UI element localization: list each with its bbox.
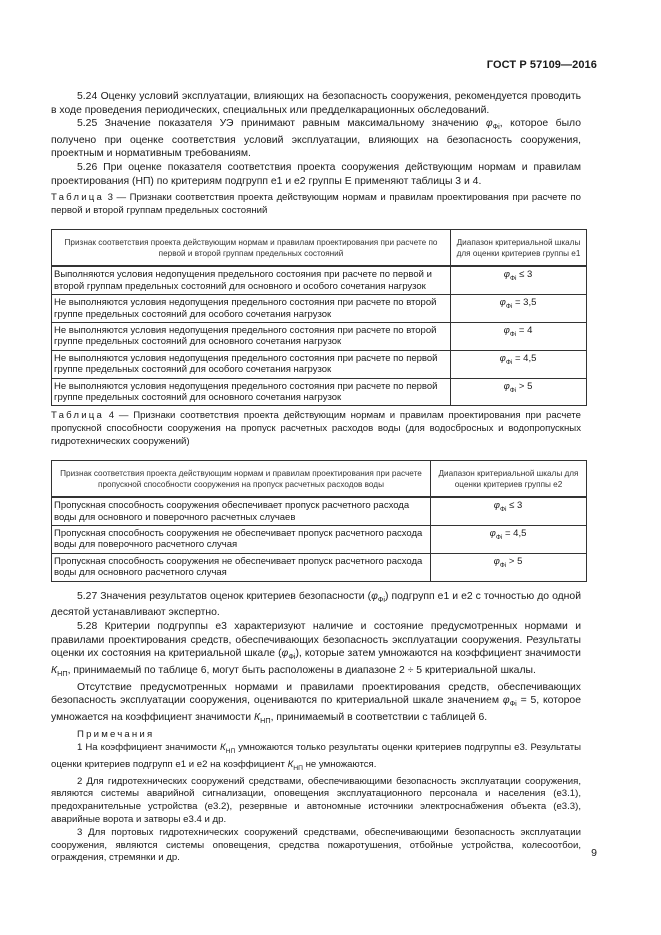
phi-subscript: Фi bbox=[495, 533, 503, 541]
page-content bbox=[51, 90, 581, 865]
text-span: = 5, которое умножается на коэффициент значимости bbox=[51, 695, 581, 723]
phi-symbol: φ bbox=[371, 590, 378, 602]
table3-col2-header: Диапазон критериальной шкалы для оценки критериев группы е1 bbox=[451, 230, 587, 267]
paragraph-5-24: 5.24 Оценку условий эксплуатации, влияющих на безопасность сооружения, рекомендуется проводить в ходе проведения периодических, специальных или предделкарационных обследований. bbox=[51, 91, 581, 116]
table-row bbox=[52, 378, 587, 406]
criterion-cell: Пропускная способность сооружения обеспечивает пропуск расчетного расхода воды для основного и поверочного расчетных случаев bbox=[52, 497, 431, 525]
phi-symbol: φ bbox=[281, 648, 289, 660]
table3-col1-header: Признак соответствия проекта действующим нормам и правилам проектирования при расчете по первой и второй группам предельных состояний bbox=[52, 230, 451, 267]
caption-number: 4 — bbox=[104, 410, 134, 422]
text-span: , принимаемый в соответствии с таблицей 6. bbox=[270, 711, 488, 723]
paragraph-absence bbox=[51, 681, 581, 728]
criterion-cell: Пропускная способность сооружения не обеспечивает пропуск расчетного расхода воды для основного расчетного случая bbox=[52, 553, 431, 581]
caption-text: Признаки соответствия проекта действующим нормам и правилам проектирования при расчете по первой и второй группам предельных состояний bbox=[51, 192, 581, 216]
paragraph-5-25 bbox=[51, 117, 581, 161]
phi-subscript: Фi bbox=[499, 561, 507, 569]
text-span: умножаются только результаты оценки критериев подгруппы е3. Результаты оценки критериев подгрупп е1 и е2 на коэффициент bbox=[51, 742, 582, 770]
k-symbol: К bbox=[287, 758, 294, 770]
scale-condition: ≤ 3 bbox=[516, 269, 533, 281]
doc-header: ГОСТ Р 57109—2016 bbox=[486, 59, 597, 71]
caption-label: Таблица bbox=[51, 192, 105, 204]
scale-condition: > 5 bbox=[516, 380, 533, 392]
phi-symbol: φ bbox=[485, 118, 493, 130]
table4-caption bbox=[51, 410, 581, 448]
table-4 bbox=[51, 460, 587, 581]
text-span: Отсутствие предусмотренных нормами и правилами проектирования средств, обеспечивающих безопасность эксплуатации сооружения, оцениваются по критериальной шкале значением bbox=[51, 681, 581, 707]
scale-condition: = 3,5 bbox=[512, 297, 537, 309]
scale-cell bbox=[431, 526, 587, 554]
table3-caption bbox=[51, 192, 581, 217]
table-row bbox=[52, 295, 587, 323]
k-subscript: НП bbox=[57, 668, 68, 678]
scale-cell bbox=[431, 553, 587, 581]
table-row bbox=[52, 323, 587, 351]
phi-subscript: Фi bbox=[377, 594, 386, 604]
phi-symbol: φ bbox=[499, 297, 506, 309]
criterion-cell: Не выполняются условия недопущения предельного состояния при расчете по второй группе предельных состояний для основного сочетания нагрузок bbox=[52, 323, 451, 351]
scale-cell bbox=[451, 350, 587, 378]
phi-subscript: Фi bbox=[505, 358, 513, 366]
criterion-cell: Выполняются условия недопущения предельного состояния при расчете по первой и второй группам предельных состояний для основного и особого сочетания нагрузок bbox=[52, 266, 451, 294]
table-row bbox=[52, 553, 587, 581]
table4-col2-header: Диапазон критериальной шкалы для оценки критериев группы е2 bbox=[431, 461, 587, 498]
phi-symbol: φ bbox=[493, 500, 500, 512]
scale-cell bbox=[451, 378, 587, 406]
scale-condition: = 4 bbox=[516, 325, 533, 337]
phi-subscript: Фi bbox=[509, 275, 517, 283]
table-row bbox=[52, 497, 587, 525]
scale-cell bbox=[431, 497, 587, 525]
phi-symbol: φ bbox=[493, 555, 500, 567]
k-symbol: К bbox=[219, 742, 226, 754]
text-span: 1 На коэффициент значимости bbox=[77, 742, 220, 754]
scale-condition: ≤ 3 bbox=[506, 500, 523, 512]
phi-symbol: φ bbox=[502, 695, 510, 707]
paragraph-5-27 bbox=[51, 590, 581, 620]
scale-cell bbox=[451, 266, 587, 294]
text-span: 5.27 Значения результатов оценок критериев безопасности ( bbox=[77, 590, 372, 602]
k-symbol: К bbox=[253, 711, 261, 723]
phi-symbol: φ bbox=[503, 380, 510, 392]
scale-condition: > 5 bbox=[506, 555, 523, 567]
notes-block bbox=[51, 729, 581, 865]
caption-number: 3 — bbox=[104, 192, 130, 204]
phi-subscript: Фi bbox=[509, 330, 517, 338]
caption-text: Признаки соответствия проекта действующим нормам и правилам проектирования при расчете пропускной способности сооружения на пропуск расчетных расходов воды (для водосбросных и водопропускных гидротехнических сооружений) bbox=[51, 410, 581, 447]
table-row bbox=[52, 266, 587, 294]
paragraph-5-28 bbox=[51, 620, 581, 681]
text-span: 5.28 Критерии подгруппы е3 характеризуют наличие и состояние предусмотренных нормами и правилами проектирования средств, обеспечивающих безопасность эксплуатации сооружения. Результаты оценки их состояния на критериальной шкале ( bbox=[51, 620, 581, 660]
text-span: , которое было получено при оценке соответствия условий эксплуатации, влияющих на безопасность сооружения, проектным и нормативным требованиям. bbox=[51, 118, 581, 160]
table4-body bbox=[52, 497, 587, 581]
text-span: 5.25 Значение показателя УЭ принимают равным максимальному значению bbox=[77, 118, 486, 130]
criterion-cell: Пропускная способность сооружения не обеспечивает пропуск расчетного расхода воды для поверочного расчетного случая bbox=[52, 526, 431, 554]
phi-subscript: Фi bbox=[509, 699, 517, 709]
table-3 bbox=[51, 229, 587, 406]
criterion-cell: Не выполняются условия недопущения предельного состояния при расчете по второй группе предельных состояний для особого сочетания нагрузок bbox=[52, 295, 451, 323]
phi-subscript: Фi bbox=[288, 652, 296, 662]
notes-title: Примечания bbox=[77, 729, 155, 741]
k-subscript: НП bbox=[260, 715, 271, 725]
phi-symbol: φ bbox=[489, 528, 496, 540]
phi-symbol: φ bbox=[503, 325, 510, 337]
k-subscript: НП bbox=[293, 764, 303, 772]
scale-cell bbox=[451, 295, 587, 323]
table3-body bbox=[52, 266, 587, 406]
note-1 bbox=[51, 742, 581, 775]
table3-header-row bbox=[52, 230, 587, 267]
scale-condition: = 4,5 bbox=[502, 528, 527, 540]
criterion-cell: Не выполняются условия недопущения предельного состояния при расчете по первой группе предельных состояний для основного сочетания нагрузок bbox=[52, 378, 451, 406]
paragraph-5-26: 5.26 При оценке показателя соответствия проекта сооружения действующим нормам и правилам проектирования (НП) по критериям подгрупп е1 и е2 группы Е применяют таблицы 3 и 4. bbox=[51, 162, 581, 187]
page-number: 9 bbox=[591, 847, 597, 859]
caption-label: Таблица bbox=[51, 410, 105, 422]
table-row bbox=[52, 350, 587, 378]
phi-subscript: Фi bbox=[499, 506, 507, 514]
text-span: не умножаются. bbox=[302, 758, 377, 770]
phi-symbol: φ bbox=[499, 352, 506, 364]
table-row bbox=[52, 526, 587, 554]
criterion-cell: Не выполняются условия недопущения предельного состояния при расчете по первой группе предельных состояний для особого сочетания нагрузок bbox=[52, 350, 451, 378]
note-3: 3 Для портовых гидротехнических сооружений средствами, обеспечивающими безопасность эксплуатации сооружения, являются системы оповещения, средства пожаротушения, отбойные устройства, колесоотбои, ограждения, стремянки и др. bbox=[51, 826, 581, 864]
k-subscript: НП bbox=[225, 748, 236, 756]
scale-cell bbox=[451, 323, 587, 351]
table4-header-row bbox=[52, 461, 587, 498]
scale-condition: = 4,5 bbox=[512, 352, 537, 364]
k-symbol: К bbox=[51, 664, 58, 676]
phi-subscript: Фi bbox=[509, 386, 517, 394]
text-span: ) подгрупп е1 и е2 с точностью до одной десятой устанавливают экспертно. bbox=[51, 590, 582, 619]
phi-symbol: φ bbox=[503, 269, 510, 281]
table4-col1-header: Признак соответствия проекта действующим нормам и правилам проектирования при расчете пропускной способности сооружения на пропуск расчетных расходов воды bbox=[52, 461, 431, 498]
text-span: , принимаемый по таблице 6, могут быть расположены в диапазоне 2 ÷ 5 критериальной шкалы. bbox=[67, 664, 536, 676]
note-2: 2 Для гидротехнических сооружений средствами, обеспечивающими безопасность эксплуатации сооружения, являются системы аварийной сигнализации, оповещения эксплуатационного персонала и населения (е3.1), предохранительные устройства (е3.2), резервные и автономные источники электроснабжения объекта (е3.3), аварийные ворота и затворы е3.4 и др. bbox=[51, 775, 581, 826]
phi-subscript: Фi bbox=[505, 303, 513, 311]
phi-subscript: Фi bbox=[492, 122, 500, 132]
text-span: ), которые затем умножаются на коэффициент значимости bbox=[295, 648, 581, 660]
